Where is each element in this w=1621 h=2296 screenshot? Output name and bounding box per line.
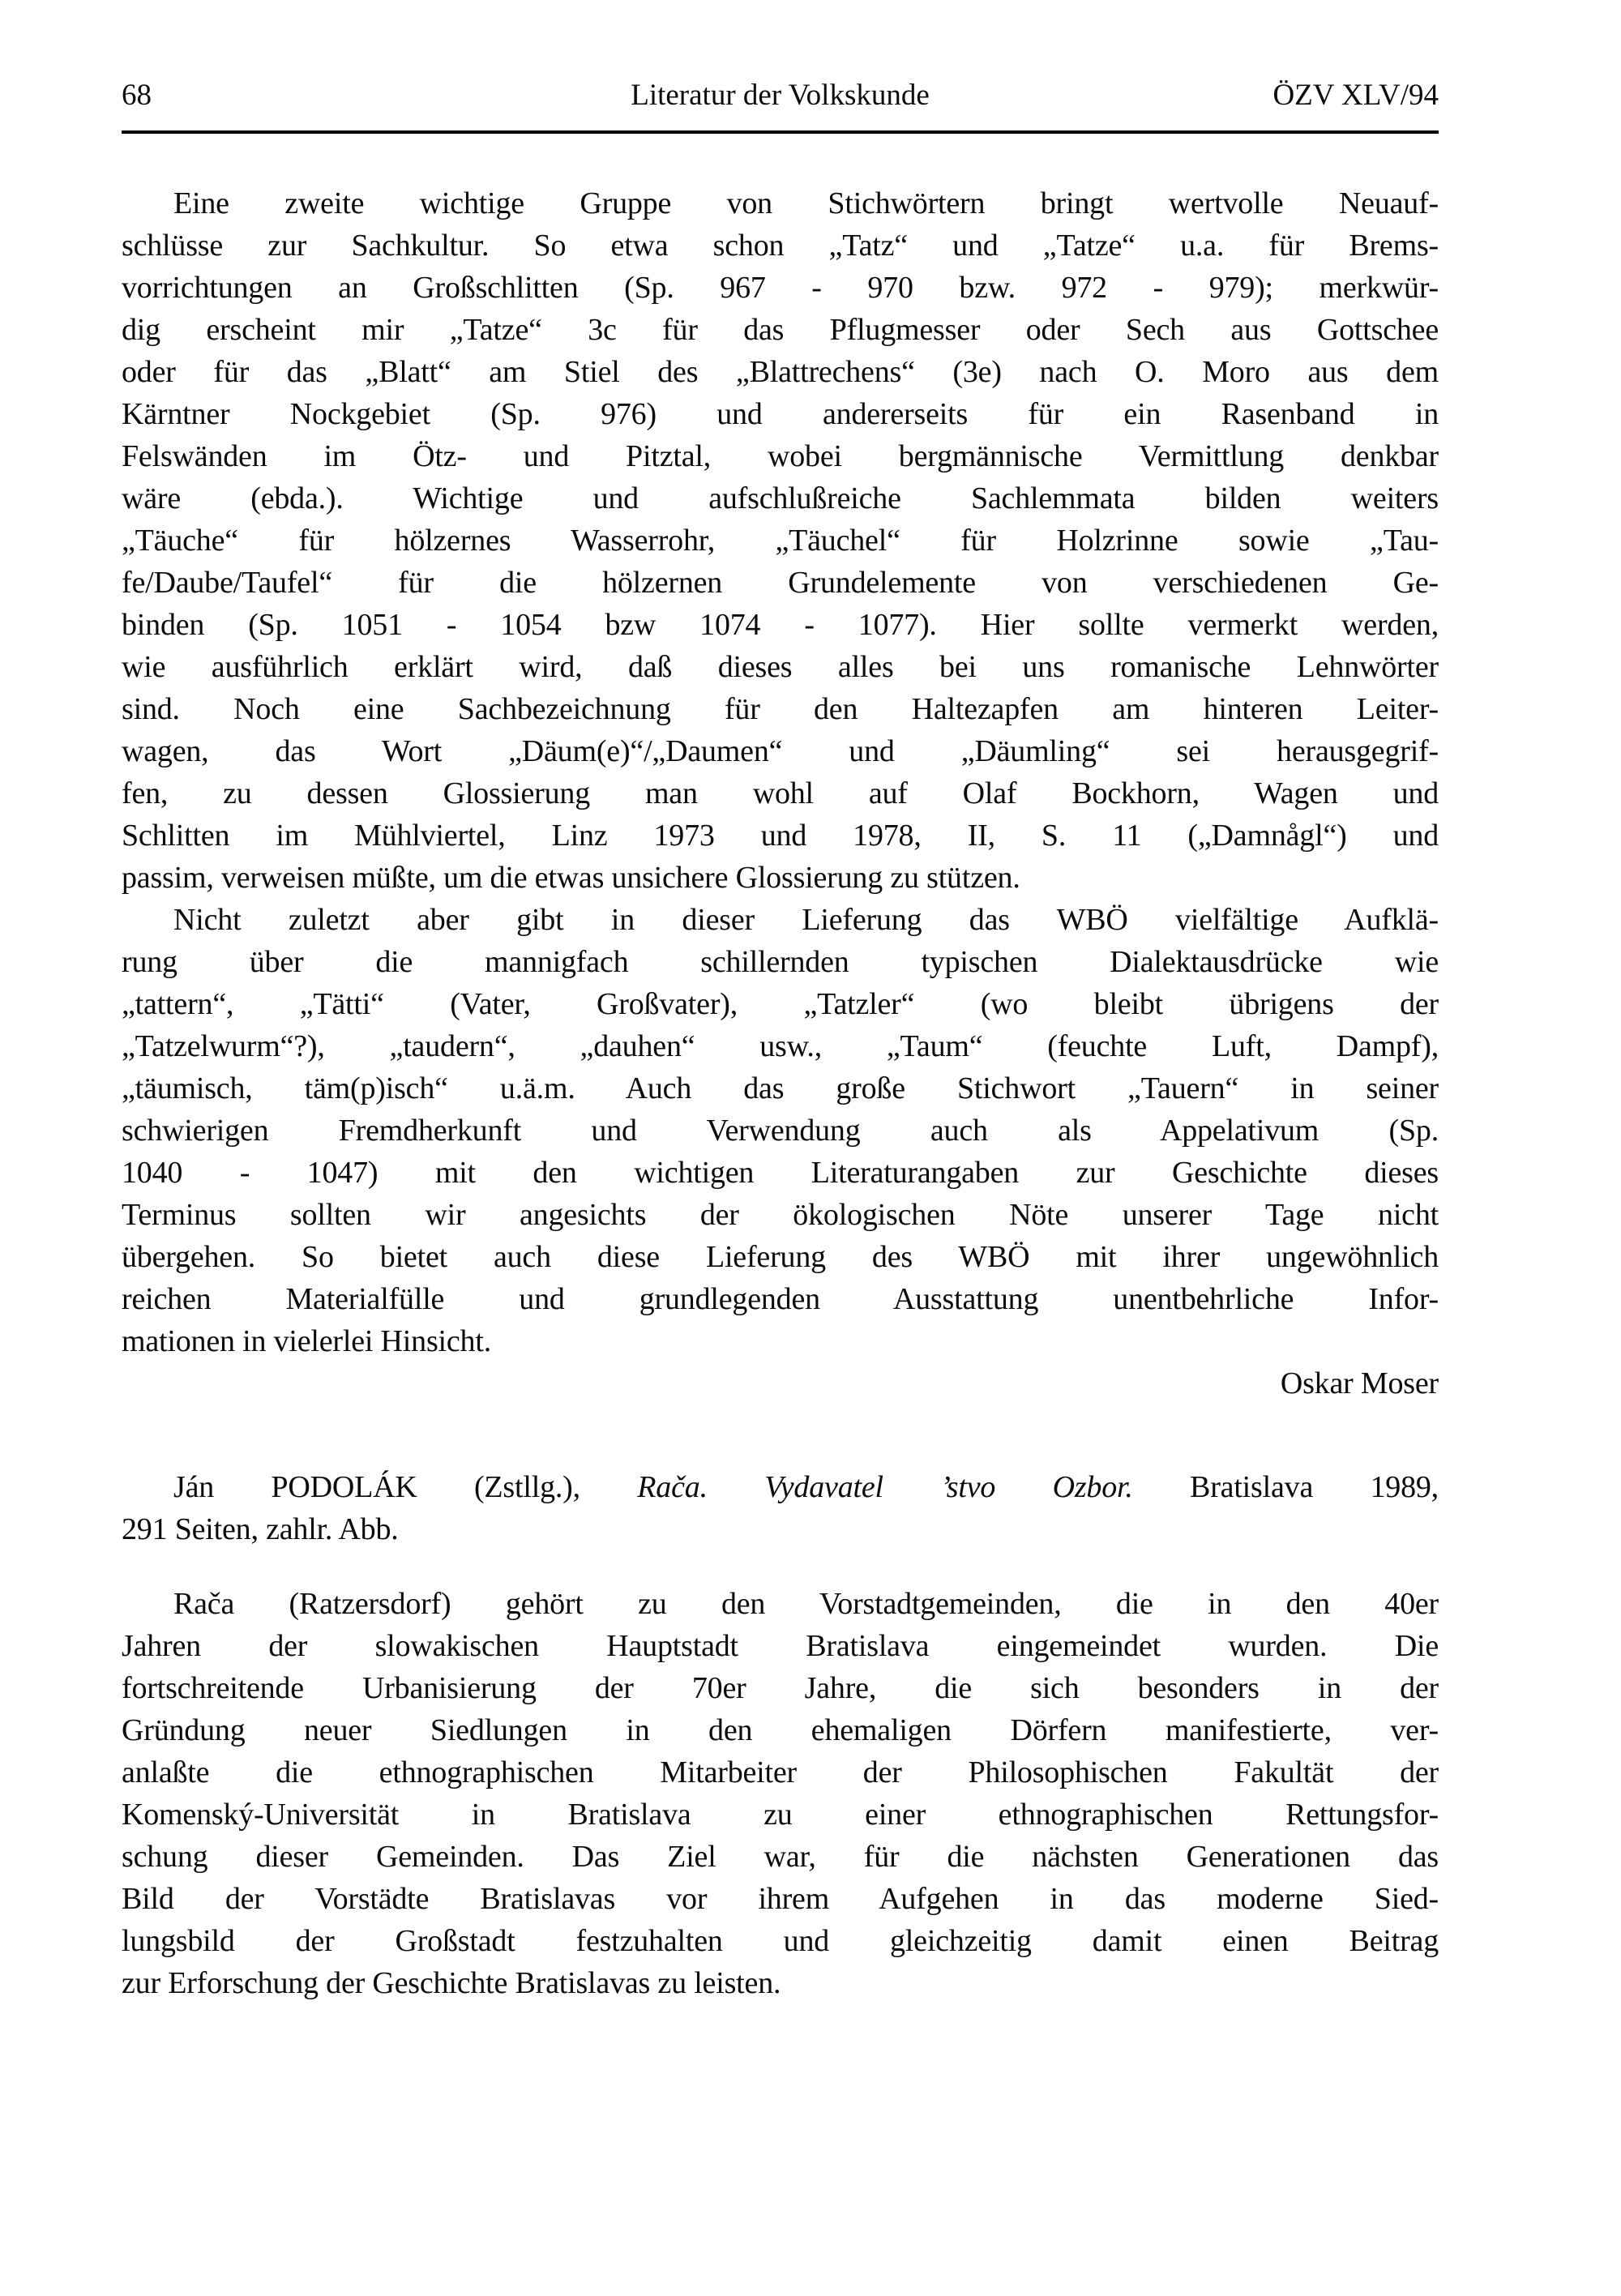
text-line: passim, verweisen müßte, um die etwas unsichere Glossierung zu stützen. [122,861,1020,895]
text-line: Nicht zuletzt aber gibt in dieser Lieferung das WBÖ vielfältige Aufklä- [173,903,1439,937]
review-moser [122,182,1439,1405]
citation-line-1 [122,1466,1439,1508]
text-line: übergehen. So bietet auch diese Lieferung des WBÖ mit ihrer ungewöhnlich [122,1240,1439,1274]
book-citation [122,1466,1439,1550]
page-content [122,77,1439,2004]
text-line: Felswänden im Ötz- und Pitztal, wobei bergmännische Vermittlung denkbar [122,439,1439,473]
text-line: „tattern“, „Tätti“ (Vater, Großvater), „Tatzler“ (wo bleibt übrigens der [122,987,1439,1021]
text-line: mationen in vielerlei Hinsicht. [122,1324,492,1358]
text-line: sind. Noch eine Sachbezeichnung für den Haltezapfen am hinteren Leiter- [122,692,1439,726]
paragraph-raca [122,1583,1439,2004]
text-line: wagen, das Wort „Däum(e)“/„Daumen“ und „Däumling“ sei herausgegrif- [122,734,1439,768]
text-line: fen, zu dessen Glossierung man wohl auf Olaf Bockhorn, Wagen und [122,776,1439,810]
review-podolak [122,1466,1439,2004]
text-line: 1040 - 1047) mit den wichtigen Literaturangaben zur Geschichte dieses [122,1156,1439,1190]
page-header [122,77,1439,114]
text-line: schung dieser Gemeinden. Das Ziel war, für die nächsten Generationen das [122,1840,1439,1874]
text-line: „täumisch, täm(p)isch“ u.ä.m. Auch das große Stichwort „Tauern“ in seiner [122,1071,1439,1105]
page-body [122,182,1439,2004]
text-line: zur Erforschung der Geschichte Bratislavas zu leisten. [122,1966,781,2000]
text-line: reichen Materialfülle und grundlegenden Ausstattung unentbehrliche Infor- [122,1282,1439,1316]
text-line: binden (Sp. 1051 - 1054 bzw 1074 - 1077). Hier sollte vermerkt werden, [122,608,1439,642]
text-line: fe/Daube/Taufel“ für die hölzernen Grundelemente von verschiedenen Ge- [122,566,1439,600]
text-line: Schlitten im Mühlviertel, Linz 1973 und 1978, II, S. 11 („Damnågl“) und [122,819,1439,853]
citation-line-2: 291 Seiten, zahlr. Abb. [122,1512,399,1546]
paragraph-wbo-aufklaerung [122,899,1439,1362]
text-line: Komenský-Universität in Bratislava zu einer ethnographischen Rettungsfor- [122,1798,1439,1832]
text-line: anlaßte die ethnographischen Mitarbeiter der Philosophischen Fakultät der [122,1755,1439,1789]
running-title: Literatur der Volkskunde [631,79,930,112]
text-line: dig erscheint mir „Tatze“ 3c für das Pflugmesser oder Sech aus Gottschee [122,313,1439,347]
text-line: Bild der Vorstädte Bratislavas vor ihrem Aufgehen in das moderne Sied- [122,1882,1439,1916]
text-line: schwierigen Fremdherkunft und Verwendung auch als Appelativum (Sp. [122,1114,1439,1148]
header-divider-rule [122,130,1439,134]
text-line: „Tatzelwurm“?), „taudern“, „dauhen“ usw., „Taum“ (feuchte Luft, Dampf), [122,1029,1439,1063]
text-line: lungsbild der Großstadt festzuhalten und gleichzeitig damit einen Beitrag [122,1924,1439,1958]
text-line: Kärntner Nockgebiet (Sp. 976) und andererseits für ein Rasenband in [122,397,1439,431]
citation-title: Rača. Vydavatel ’stvo Ozbor. [637,1470,1133,1504]
page-number: 68 [122,79,152,112]
text-line: Jahren der slowakischen Hauptstadt Bratislava eingemeindet wurden. Die [122,1629,1439,1663]
journal-ref: ÖZV XLV/94 [1272,79,1439,112]
text-line: Gründung neuer Siedlungen in den ehemaligen Dörfern manifestierte, ver- [122,1713,1439,1747]
text-line: oder für das „Blatt“ am Stiel des „Blattrechens“ (3e) nach O. Moro aus dem [122,355,1439,389]
text-line: vorrichtungen an Großschlitten (Sp. 967 - 970 bzw. 972 - 979); merkwür- [122,271,1439,305]
text-line: rung über die mannigfach schillernden typischen Dialektausdrücke wie [122,945,1439,979]
paragraph-sachkultur [122,182,1439,899]
text-line: fortschreitende Urbanisierung der 70er Jahre, die sich besonders in der [122,1671,1439,1705]
text-line: „Täuche“ für hölzernes Wasserrohr, „Täuchel“ für Holzrinne sowie „Tau- [122,524,1439,558]
text-line: Eine zweite wichtige Gruppe von Stichwörtern bringt wertvolle Neuauf- [173,186,1439,220]
text-line: wäre (ebda.). Wichtige und aufschlußreiche Sachlemmata bilden weiters [122,481,1439,515]
text-line: Terminus sollten wir angesichts der ökologischen Nöte unserer Tage nicht [122,1198,1439,1232]
reviewer-signature: Oskar Moser [1280,1366,1439,1400]
text-line: Rača (Ratzersdorf) gehört zu den Vorstadtgemeinden, die in den 40er [173,1587,1439,1621]
text-line: wie ausführlich erklärt wird, daß dieses alles bei uns romanische Lehnwörter [122,650,1439,684]
citation-author: Ján PODOLÁK (Zstllg.), [173,1470,638,1504]
citation-publisher-year: Bratislava 1989, [1132,1470,1439,1504]
text-line: schlüsse zur Sachkultur. So etwa schon „Tatz“ und „Tatze“ u.a. für Brems- [122,229,1439,263]
